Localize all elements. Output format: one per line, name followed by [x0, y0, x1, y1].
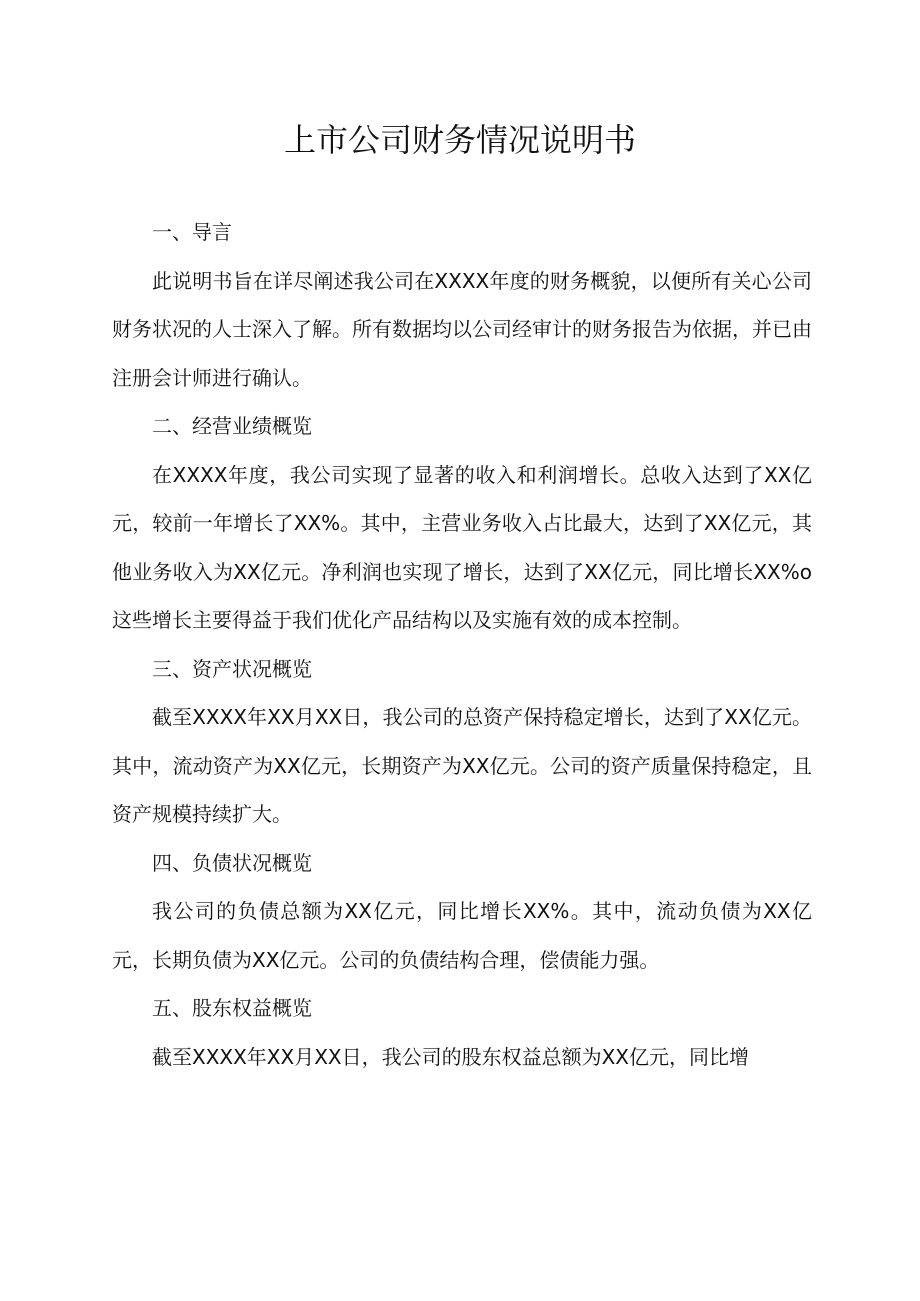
section-heading-equity: 五、股东权益概览 — [152, 996, 312, 1020]
section-paragraph-operating-performance: 在XXXX年度，我公司实现了显著的收入和利润增长。总收入达到了XX亿元，较前一年增长了XX%。其中，主营业务收入占比最大，达到了XX亿元，其他业务收入为XX亿元。净利润也实现了增长，达到了XX亿元，同比增长XX%o这些增长主要得益于我们优化产品结构以及实施有效的成本控制。 — [112, 462, 812, 632]
document-title: 上市公司财务情况说明书 — [283, 121, 636, 159]
section-heading-introduction: 一、导言 — [152, 220, 232, 244]
section-paragraph-introduction: 此说明书旨在详尽阐述我公司在XXXX年度的财务概貌，以便所有关心公司财务状况的人士深入了解。所有数据均以公司经审计的财务报告为依据，并已由注册会计师进行确认。 — [112, 268, 812, 390]
section-heading-assets: 三、资产状况概览 — [152, 656, 312, 681]
section-paragraph-assets: 截至XXXX年XX月XX日，我公司的总资产保持稳定增长，达到了XX亿元。其中，流动资产为XX亿元，长期资产为XX亿元。公司的资产质量保持稳定，且资产规模持续扩大。 — [112, 705, 812, 826]
document-body — [112, 208, 812, 1081]
section-paragraph-equity: 截至XXXX年XX月XX日，我公司的股东权益总额为XX亿元，同比增 — [152, 1044, 750, 1069]
section-heading-liabilities: 四、负债状况概览 — [152, 850, 312, 875]
section-paragraph-liabilities: 我公司的负债总额为XX亿元，同比增长XX%。其中，流动负债为XX亿元，长期负债为XX亿元。公司的负债结构合理，偿债能力强。 — [112, 899, 812, 972]
section-heading-operating-performance: 二、经营业绩概览 — [152, 414, 312, 438]
